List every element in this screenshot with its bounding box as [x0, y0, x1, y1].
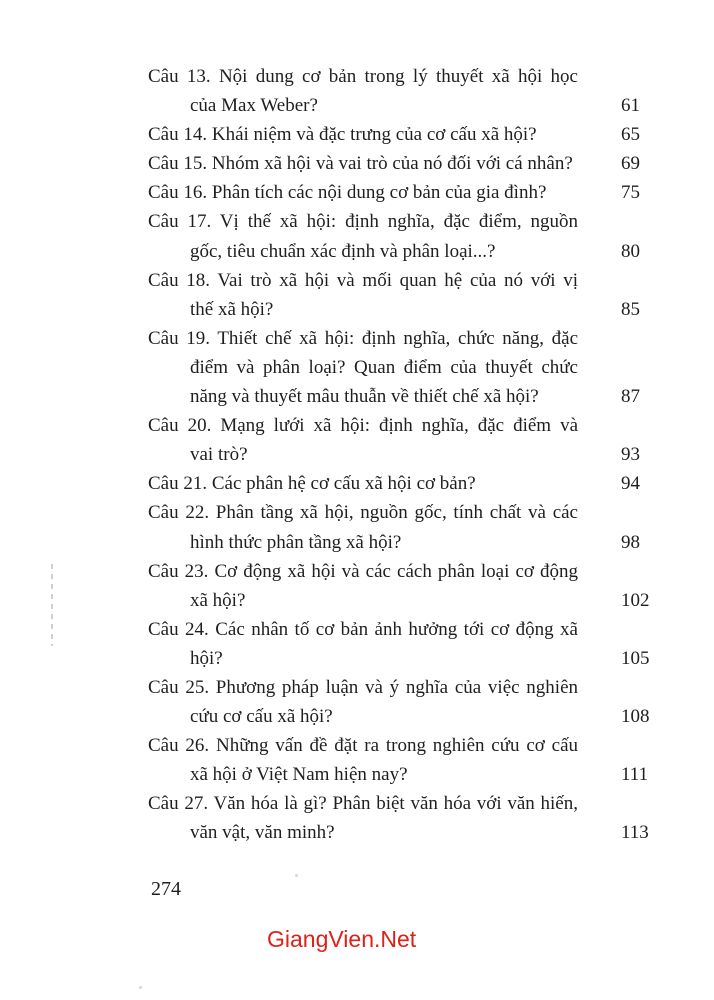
toc-page-number: 105 — [621, 647, 650, 669]
toc-entry — [148, 120, 648, 149]
toc-entry-text: Câu 25. Phương pháp luận và ý nghĩa của việc nghiên — [148, 676, 578, 698]
toc-entry-text-continuation: xã hội? — [190, 589, 246, 611]
toc-entry-text-continuation: gốc, tiêu chuẩn xác định và phân loại...? — [190, 240, 496, 262]
toc-entry-text: Câu 22. Phân tầng xã hội, nguồn gốc, tính chất và các — [148, 502, 578, 524]
toc-entry — [148, 731, 648, 789]
footer-page-number: 274 — [151, 878, 181, 900]
toc-entry — [148, 149, 648, 178]
toc-entry — [148, 498, 648, 556]
toc-entry — [148, 324, 648, 411]
toc-entry — [148, 557, 648, 615]
toc-entry — [148, 62, 648, 120]
toc-page-number: 87 — [621, 386, 640, 408]
toc-entry-text: Câu 20. Mạng lưới xã hội: định nghĩa, đặc điểm và — [148, 415, 578, 437]
toc-page-number: 61 — [621, 95, 640, 117]
toc-page-number: 93 — [621, 444, 640, 466]
toc-entry-text: Câu 17. Vị thế xã hội: định nghĩa, đặc điểm, nguồn — [148, 211, 578, 233]
toc-page-number: 94 — [621, 473, 640, 495]
toc-page-number: 80 — [621, 240, 640, 262]
toc-page-number: 113 — [621, 822, 649, 844]
toc-entry-text-continuation: hình thức phân tầng xã hội? — [190, 531, 402, 553]
toc-entry-text-continuation: cứu cơ cấu xã hội? — [190, 706, 333, 728]
toc-entry-text: Câu 13. Nội dung cơ bản trong lý thuyết xã hội học — [148, 66, 578, 87]
toc-entry — [148, 615, 648, 673]
toc-page-number: 98 — [621, 531, 640, 553]
toc-entry-text: Câu 24. Các nhân tố cơ bản ảnh hưởng tới cơ động xã — [148, 618, 578, 640]
toc-entry-text-continuation: điểm và phân loại? Quan điểm của thuyết chức — [190, 356, 578, 378]
toc-entry-text-continuation: xã hội ở Việt Nam hiện nay? — [190, 764, 408, 786]
toc-entry-text-continuation: thế xã hội? — [190, 298, 274, 320]
toc-page-number: 69 — [621, 153, 640, 175]
toc-entry — [148, 266, 648, 324]
toc-entry-text: Câu 18. Vai trò xã hội và mối quan hệ của nó với vị — [148, 269, 578, 291]
toc-entry-text-continuation: văn vật, văn minh? — [190, 822, 335, 844]
toc-entry — [148, 411, 648, 469]
toc-entry — [148, 469, 648, 498]
toc-entry — [148, 673, 648, 731]
toc-entry-text-continuation: năng và thuyết mâu thuẫn về thiết chế xã hội? — [190, 386, 539, 408]
toc-list — [148, 62, 648, 848]
scan-artifact-dashes — [51, 564, 53, 646]
toc-entry-text-continuation: vai trò? — [190, 444, 248, 466]
toc-page-number: 75 — [621, 182, 640, 204]
toc-entry — [148, 789, 648, 847]
toc-page-number: 108 — [621, 706, 650, 728]
watermark-text: GiangVien.Net — [267, 926, 417, 952]
toc-entry — [148, 207, 648, 265]
toc-entry-text: Câu 16. Phân tích các nội dung cơ bản của gia đình? — [148, 182, 547, 204]
toc-entry-text-continuation: hội? — [190, 647, 223, 669]
scan-artifact-speck — [295, 874, 298, 877]
toc-entry-text: Câu 27. Văn hóa là gì? Phân biệt văn hóa với văn hiến, — [148, 793, 578, 815]
toc-entry-text: Câu 14. Khái niệm và đặc trưng của cơ cấu xã hội? — [148, 124, 537, 146]
toc-entry-text: Câu 19. Thiết chế xã hội: định nghĩa, chức năng, đặc — [148, 327, 578, 349]
toc-page-number: 85 — [621, 298, 640, 320]
toc-entry-text: Câu 23. Cơ động xã hội và các cách phân loại cơ động — [148, 560, 578, 582]
toc-page-number: 65 — [621, 124, 640, 146]
toc-page-number: 111 — [621, 764, 649, 786]
scan-artifact-speck — [139, 986, 142, 989]
toc-entry-text: Câu 15. Nhóm xã hội và vai trò của nó đối với cá nhân? — [148, 153, 573, 175]
toc-entry-text: Câu 21. Các phân hệ cơ cấu xã hội cơ bản? — [148, 473, 476, 495]
toc-entry — [148, 178, 648, 207]
toc-entry-text-continuation: của Max Weber? — [190, 95, 318, 117]
toc-page-number: 102 — [621, 589, 650, 611]
toc-entry-text: Câu 26. Những vấn đề đặt ra trong nghiên cứu cơ cấu — [148, 735, 578, 757]
